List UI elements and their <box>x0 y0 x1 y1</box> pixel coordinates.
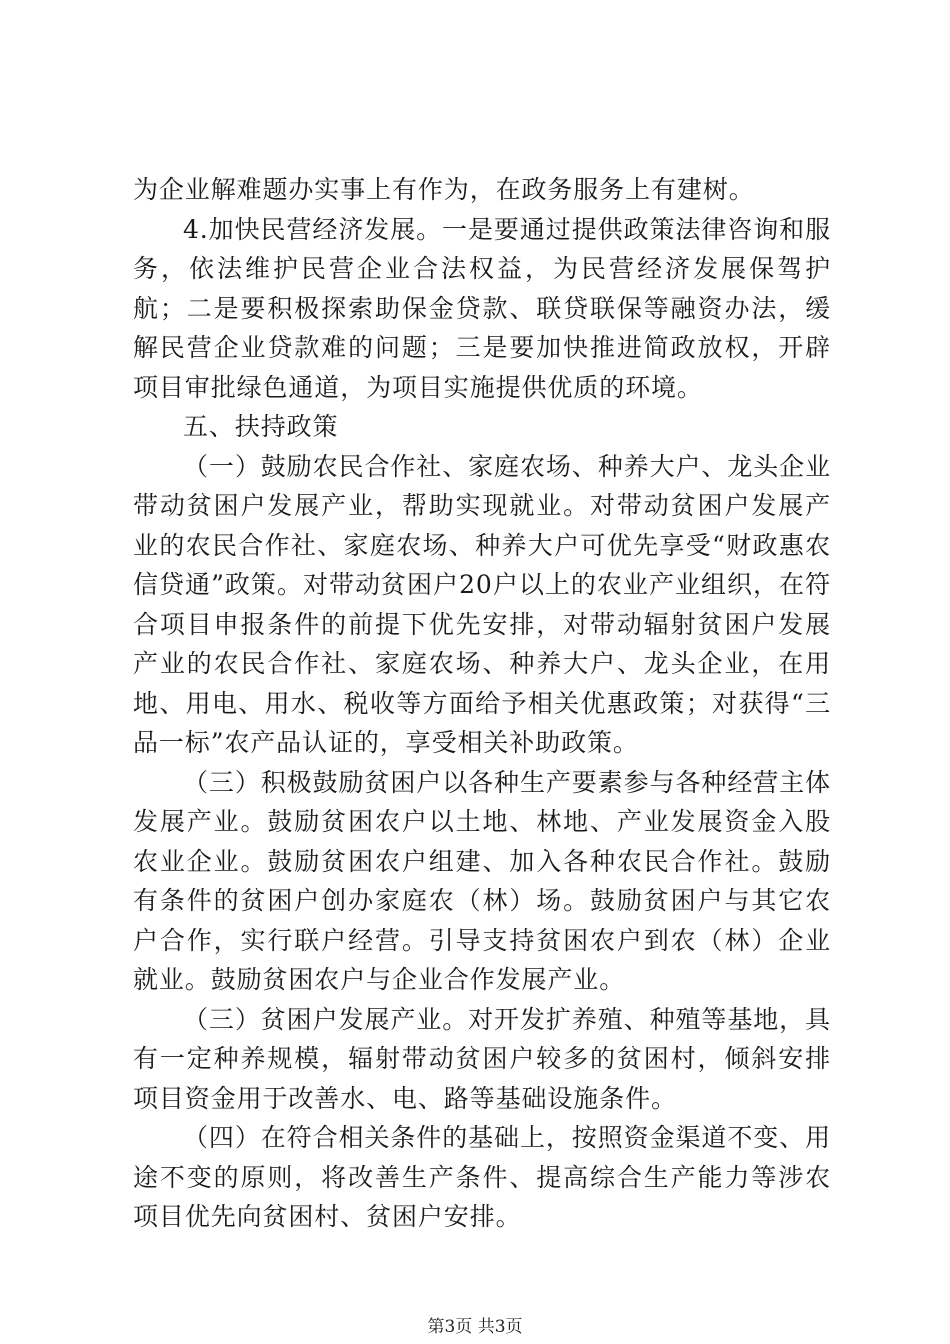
paragraph-private-economy: 4.加快民营经济发展。一是要通过提供政策法律咨询和服务，依法维护民营企业合法权益，为民营经济发展保驾护航；二是要积极探索助保金贷款、联贷联保等融资办法，缓解民营企业贷款难的问题；三是要加快推进简政放权，开辟项目审批绿色通道，为项目实施提供优质的环境。 <box>133 214 831 402</box>
document-body <box>133 170 831 1237</box>
paragraph-continuation: 为企业解难题办实事上有作为，在政务服务上有建树。 <box>133 175 755 204</box>
paragraph-policy-1: （一）鼓励农民合作社、家庭农场、种养大户、龙头企业带动贫困户发展产业，帮助实现就业。对带动贫困户发展产业的农民合作社、家庭农场、种养大户可优先享受“财政惠农信贷通”政策。对带动贫困户20户以上的农业产业组织，在符合项目申报条件的前提下优先安排，对带动辐射贫困户发展产业的农民合作社、家庭农场、种养大户、龙头企业，在用地、用电、用水、税收等方面给予相关优惠政策；对获得“三品一标”农产品认证的，享受相关补助政策。 <box>133 451 831 757</box>
paragraph-policy-4: （四）在符合相关条件的基础上，按照资金渠道不变、用途不变的原则，将改善生产条件、提高综合生产能力等涉农项目优先向贫困村、贫困户安排。 <box>133 1123 831 1231</box>
paragraph-policy-2: （三）积极鼓励贫困户以各种生产要素参与各种经营主体发展产业。鼓励贫困农户以土地、林地、产业发展资金入股农业企业。鼓励贫困农户组建、加入各种农民合作社。鼓励有条件的贫困户创办家庭农（林）场。鼓励贫困户与其它农户合作，实行联户经营。引导支持贫困农户到农（林）企业就业。鼓励贫困农户与企业合作发展产业。 <box>133 767 831 994</box>
section-heading-support-policy: 五、扶持政策 <box>183 412 339 441</box>
paragraph-policy-3: （三）贫困户发展产业。对开发扩养殖、种殖等基地，具有一定种养规模，辐射带动贫困户较多的贫困村，倾斜安排项目资金用于改善水、电、路等基础设施条件。 <box>133 1004 831 1113</box>
page-number-footer: 第3页 共3页 <box>427 1317 523 1337</box>
